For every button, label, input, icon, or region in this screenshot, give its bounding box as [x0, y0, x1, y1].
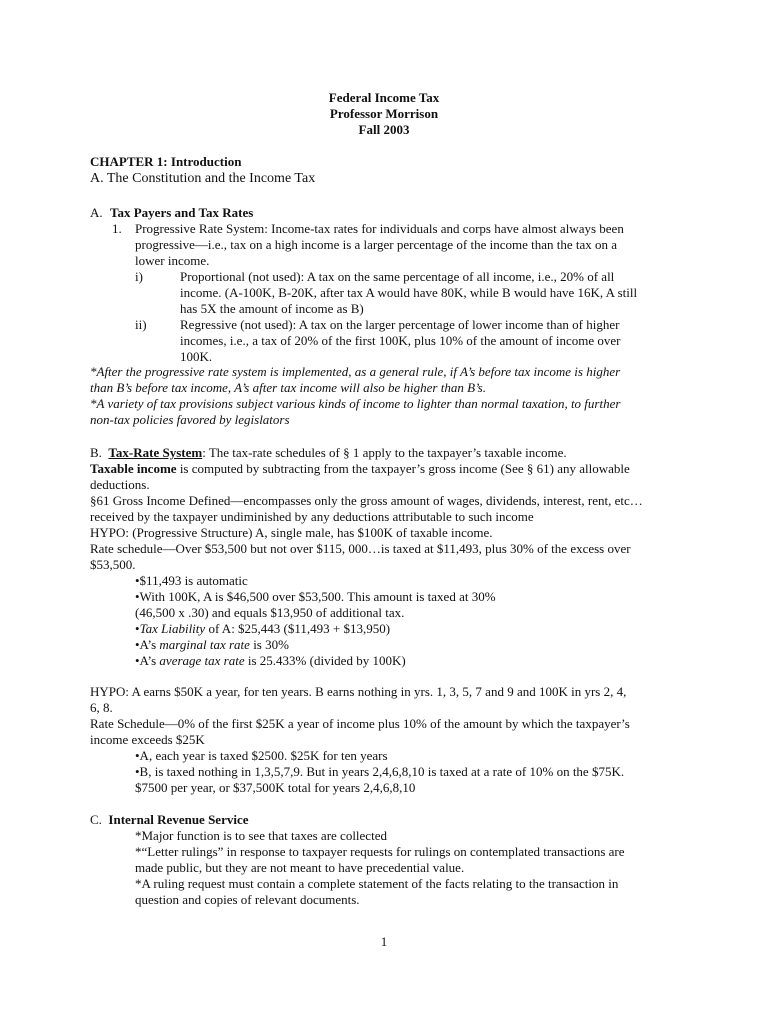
chapter-subtitle: A. The Constitution and the Income Tax: [90, 171, 316, 186]
sub-ii-line: 100K.: [180, 349, 213, 364]
rate-schedule-1: Rate schedule—Over $53,500 but not over $115, 000…is taxed at $11,493, plus 30% of the excess over: [90, 541, 631, 556]
section-c-line: [90, 812, 249, 828]
bullet-text: is 25.433% (divided by 100K): [244, 653, 406, 668]
bullet-item: •B, is taxed nothing in 1,3,5,7,9. But in years 2,4,6,8,10 is taxed at a rate of 10% on the $75K.: [135, 764, 625, 779]
term: Fall 2003: [358, 122, 410, 137]
taxable-income-rest: is computed by subtracting from the taxpayer’s gross income (See § 61) any allowable: [176, 461, 630, 476]
section-c-heading: Internal Revenue Service: [108, 812, 249, 827]
bullet-item: [135, 637, 289, 653]
bullet-item: •With 100K, A is $46,500 over $53,500. This amount is taxed at 30%: [135, 589, 496, 604]
sub-ii-line: Regressive (not used): A tax on the larger percentage of lower income than of higher: [180, 317, 620, 332]
sub-i-number: i): [135, 269, 143, 284]
section-b-heading: Tax-Rate System: [108, 445, 203, 460]
hypo-1: HYPO: (Progressive Structure) A, single male, has $100K of taxable income.: [90, 525, 493, 540]
average-rate-term: average tax rate: [159, 653, 245, 668]
page-number: 1: [380, 934, 388, 949]
bullet-item: •A, each year is taxed $2500. $25K for ten years: [135, 748, 388, 763]
bullet-text: •A’s: [135, 653, 160, 668]
italic-note: *After the progressive rate system is implemented, as a general rule, if A’s before tax income is higher: [90, 364, 621, 379]
hypo-2: HYPO: A earns $50K a year, for ten years. B earns nothing in yrs. 1, 3, 5, 7 and 9 and 100K in yrs 2, 4,: [90, 684, 627, 699]
italic-note: than B’s before tax income, A’s after tax income will also be higher than B’s.: [90, 380, 486, 395]
italic-note: *A variety of tax provisions subject various kinds of income to lighter than normal taxation, to further: [90, 396, 621, 411]
section-a-heading: Tax Payers and Tax Rates: [110, 205, 254, 220]
sub-i-line: income. (A-100K, B-20K, after tax A would have 80K, while B would have 16K, A still: [180, 285, 638, 300]
rate-schedule-2: Rate Schedule—0% of the first $25K a year of income plus 10% of the amount by which the taxpayer’s: [90, 716, 630, 731]
gross-income-line: §61 Gross Income Defined—encompasses only the gross amount of wages, dividends, interest, rent, etc…: [90, 493, 643, 508]
gross-income-line: received by the taxpayer undiminished by any deductions attributable to such income: [90, 509, 534, 524]
bullet-item: •$11,493 is automatic: [135, 573, 248, 588]
hypo-2: 6, 8.: [90, 700, 113, 715]
section-c-letter: C.: [90, 812, 102, 827]
bullet-mark: •: [135, 621, 140, 636]
rate-schedule-2: income exceeds $25K: [90, 732, 205, 747]
sub-i-line: has 5X the amount of income as B): [180, 301, 364, 316]
section-c-text: *Major function is to see that taxes are collected: [135, 828, 387, 843]
item-1-line: lower income.: [135, 253, 210, 268]
section-b-line: [90, 445, 567, 461]
section-c-text: *“Letter rulings” in response to taxpayer requests for rulings on contemplated transactions are: [135, 844, 625, 859]
sub-ii-number: ii): [135, 317, 147, 332]
tax-liability-term: Tax Liability: [139, 621, 206, 636]
section-b-heading-rest: : The tax-rate schedules of § 1 apply to the taxpayer’s taxable income.: [202, 445, 567, 460]
bullet-item: [135, 621, 390, 637]
professor-name: Professor Morrison: [329, 106, 439, 121]
course-title: Federal Income Tax: [328, 90, 440, 105]
item-1-line: Progressive Rate System: Income-tax rates for individuals and corps have almost always been: [135, 221, 624, 236]
marginal-rate-term: marginal tax rate: [159, 637, 250, 652]
bullet-item: [135, 653, 406, 669]
item-1-line: progressive—i.e., tax on a high income is a larger percentage of the income than the tax on a: [135, 237, 618, 252]
deductions-line: deductions.: [90, 477, 150, 492]
section-c-text: question and copies of relevant documents.: [135, 892, 360, 907]
bullet-text: of A: $25,443 ($11,493 + $13,950): [205, 621, 391, 636]
bullet-text: •A’s: [135, 637, 160, 652]
bullet-item: (46,500 x .30) and equals $13,950 of additional tax.: [135, 605, 405, 620]
rate-schedule-1: $53,500.: [90, 557, 136, 572]
section-c-text: made public, but they are not meant to have precedential value.: [135, 860, 465, 875]
bullet-text: is 30%: [249, 637, 289, 652]
italic-note: non-tax policies favored by legislators: [90, 412, 290, 427]
section-c-text: *A ruling request must contain a complete statement of the facts relating to the transaction in: [135, 876, 619, 891]
item-1-number: 1.: [112, 221, 122, 236]
bullet-item: $7500 per year, or $37,500K total for years 2,4,6,8,10: [135, 780, 416, 795]
chapter-title: CHAPTER 1: Introduction: [90, 154, 242, 169]
section-b-letter: B.: [90, 445, 102, 460]
taxable-income-line: [90, 461, 630, 477]
sub-i-line: Proportional (not used): A tax on the same percentage of all income, i.e., 20% of all: [180, 269, 615, 284]
section-a-letter: A.: [90, 205, 103, 220]
sub-ii-line: incomes, i.e., a tax of 20% of the first 100K, plus 10% of the amount of income over: [180, 333, 621, 348]
taxable-income-term: Taxable income: [90, 461, 177, 476]
